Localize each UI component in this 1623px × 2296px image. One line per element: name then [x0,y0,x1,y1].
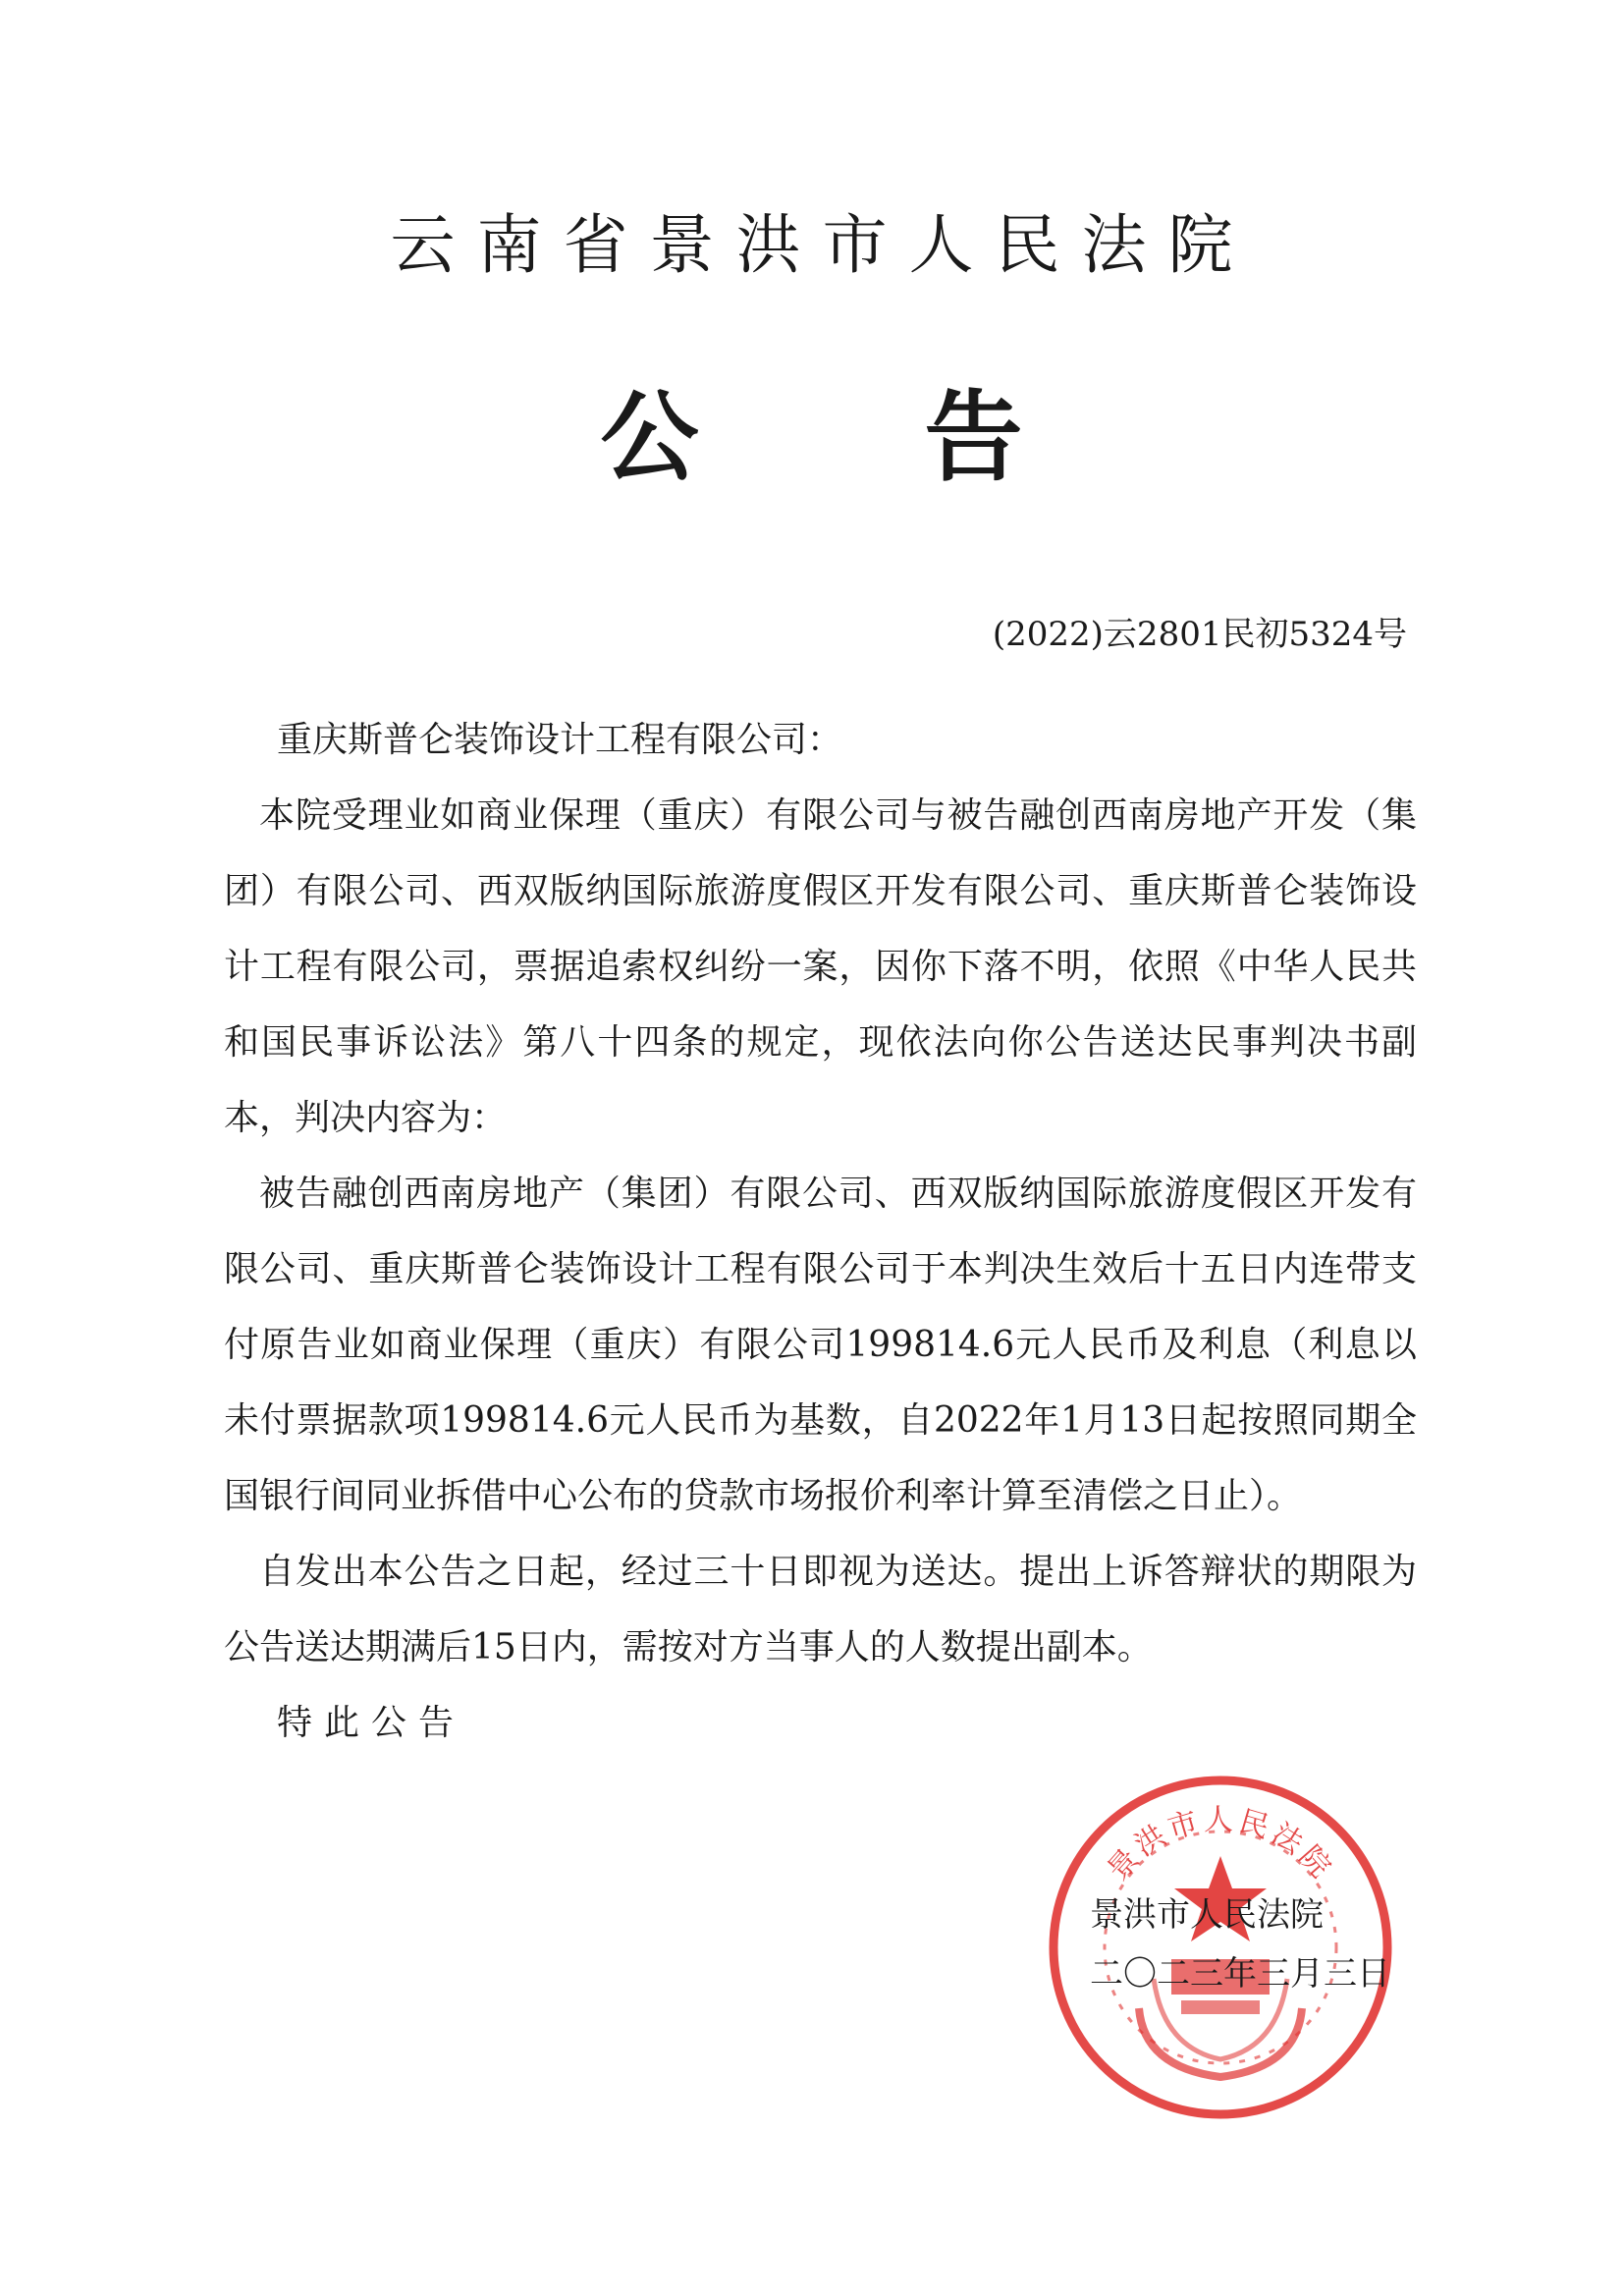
notice-title: 公告 [600,379,1249,495]
paragraph-judgment: 被告融创西南房地产（集团）有限公司、西双版纳国际旅游度假区开发有限公司、重庆斯普仑装饰设计工程有限公司于本判决生效后十五日内连带支付原告业如商业保理（重庆）有限公司199814.6元人民币及利息（利息以未付票据款项199814.6元人民币为基数，自2022年1月13日起按照同期全国银行间同业拆借中心公布的贷款市场报价利率计算至清偿之日止）。 [224,1174,1417,1516]
seal-text: 景洪市人民法院 [1101,1803,1340,1887]
notice-body [224,702,1417,1761]
signature-date: 二〇二三年三月三日 [1090,1954,1390,1994]
addressee: 重庆斯普仑装饰设计工程有限公司： [277,720,843,760]
signature-block [1090,1886,1404,2003]
court-name-heading: 云南省景洪市人民法院 [390,207,1255,283]
paragraph-service-terms: 自发出本公告之日起，经过三十日即视为送达。提出上诉答辩状的期限为公告送达期满后15日内，需按对方当事人的人数提出副本。 [224,1552,1417,1667]
case-number: (2022)云2801民初5324号 [992,615,1407,654]
paragraph-case-intro: 本院受理业如商业保理（重庆）有限公司与被告融创西南房地产开发（集团）有限公司、西双版纳国际旅游度假区开发有限公司、重庆斯普仑装饰设计工程有限公司，票据追索权纠纷一案，因你下落不明，依照《中华人民共和国民事诉讼法》第八十四条的规定，现依法向你公告送达民事判决书副本，判决内容为： [224,795,1417,1138]
sign-off: 特此公告 [277,1703,466,1743]
signature-court: 景洪市人民法院 [1090,1895,1324,1935]
